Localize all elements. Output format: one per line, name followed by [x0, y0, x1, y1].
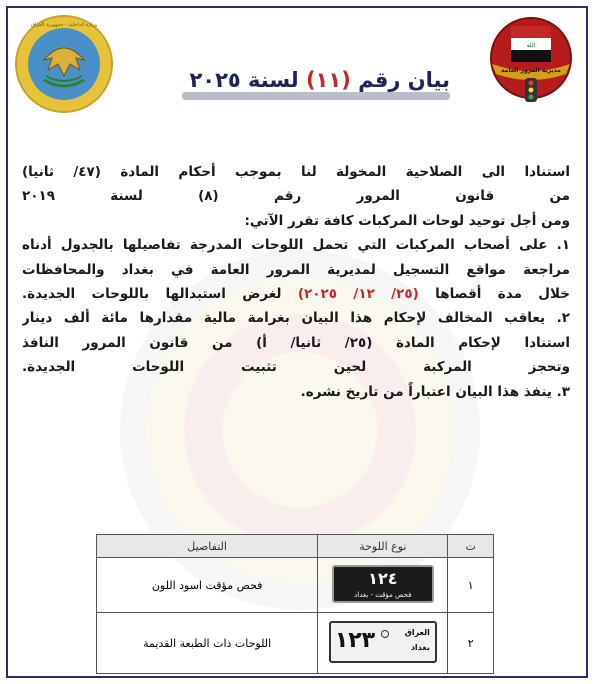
- body-line-deadline: [22, 282, 570, 306]
- plate-seal-icon: [381, 630, 389, 638]
- deadline-lead: خلال مدة أقصاها: [435, 286, 570, 303]
- body-line: ٢. يعاقب المخالف لإحكام هذا البيان بغرامة مالية مقدارها مائة ألف دينار: [22, 310, 570, 327]
- table-header-row: [97, 535, 494, 558]
- plates-table: [96, 534, 494, 674]
- statement-body: [22, 160, 570, 404]
- body-line: ١. على أصحاب المركبات التي تحمل اللوحات المدرجة تفاصيلها بالجدول أدناه: [22, 237, 570, 254]
- temporary-black-plate-image: [332, 565, 434, 603]
- deadline-date: (٢٥/ ١٢/ ٢٠٢٥): [297, 286, 419, 303]
- table-row: [97, 558, 494, 613]
- plate-number: ١٢٣: [334, 627, 376, 653]
- old-style-plate-image: [329, 621, 437, 663]
- svg-text:الله: الله: [526, 42, 536, 49]
- row-details: فحص مؤقت اسود اللون: [97, 558, 318, 613]
- statement-title: [168, 68, 450, 112]
- title-prefix: بيان رقم: [358, 68, 450, 92]
- plate-city: بغداد: [410, 642, 430, 652]
- header-index: ت: [448, 535, 494, 558]
- title-number: (١١): [305, 68, 351, 92]
- body-line: وتحجز المركبة لحين تثبيت اللوحات الجديدة.: [22, 359, 570, 376]
- emblem-ring-text: وزارة الداخلية - جمهورية العراق: [31, 22, 97, 28]
- row-index: ٢: [448, 613, 494, 674]
- body-line: من قانون المرور رقم (٨) لسنة ٢٠١٩: [22, 188, 570, 205]
- body-line: ٣. ينفذ هذا البيان اعتباراً من تاريخ نشره.: [300, 383, 570, 400]
- plate-cell: [318, 613, 448, 674]
- body-line: ومن أجل توحيد لوحات المركبات كافة تقرر الآتي:: [244, 212, 570, 229]
- title-underline-bar: [182, 92, 450, 100]
- table-row: [97, 613, 494, 674]
- row-details: اللوحات ذات الطبعة القديمة: [97, 613, 318, 674]
- body-line: استنادا لإحكام المادة (٢٥/ ثانيا/ أ) من قانون المرور النافذ: [22, 334, 570, 351]
- traffic-directorate-emblem: [488, 12, 574, 110]
- deadline-tail: لغرض استبدالها باللوحات الجديدة.: [22, 286, 282, 303]
- emblem-label: مديرية المرور العامة: [501, 67, 561, 74]
- row-index: ١: [448, 558, 494, 613]
- header-details: التفاصيل: [97, 535, 318, 558]
- plate-cell: [318, 558, 448, 613]
- body-line: استنادا الى الصلاحية المخولة لنا بموجب أحكام المادة (٤٧/ ثانيا): [22, 164, 570, 180]
- title-suffix: لسنة ٢٠٢٥: [189, 68, 299, 92]
- body-line: مراجعة مواقع التسجيل لمديرية المرور العامة في بغداد والمحافظات: [22, 261, 570, 278]
- ministry-of-interior-emblem: [14, 14, 114, 114]
- plate-country: العراق: [404, 627, 430, 637]
- plate-subtext: فحص مؤقت - بغداد: [354, 590, 412, 599]
- plate-number: ١٢٤: [368, 568, 398, 588]
- header-plate-type: نوع اللوحة: [318, 535, 448, 558]
